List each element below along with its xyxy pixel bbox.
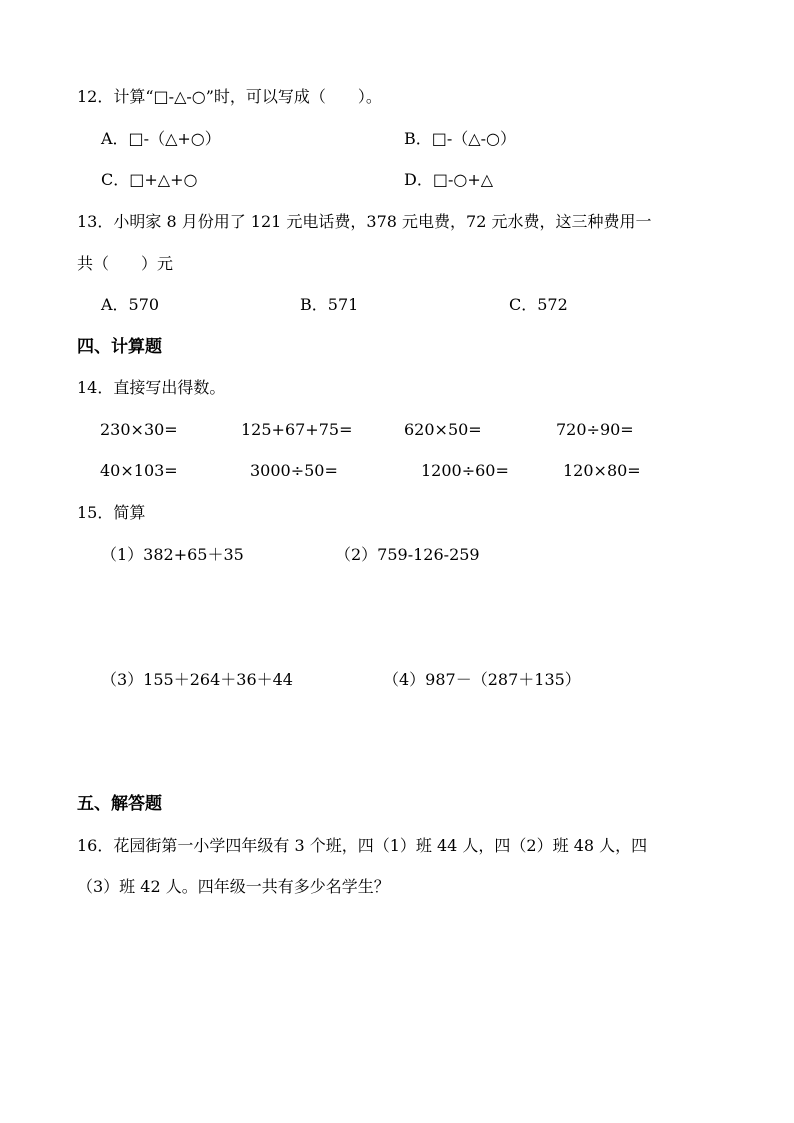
q12-option-b: B．□-（△-○） (404, 129, 516, 148)
q15-item-1: （1）382+65＋35 (101, 545, 244, 564)
q13-option-c: C．572 (509, 295, 568, 314)
q14-stem: 14．直接写出得数。 (77, 378, 226, 397)
section5-heading: 五、解答题 (77, 794, 162, 814)
q13-option-b: B．571 (300, 295, 359, 314)
q15-stem: 15．简算 (77, 503, 146, 522)
q15-item-2: （2）759-126-259 (335, 545, 480, 564)
q12-option-a: A．□-（△+○） (101, 129, 221, 148)
q13-stem-line2: 共（ ）元 (77, 254, 174, 273)
q14-problem: 720÷90= (556, 420, 634, 439)
q14-problem: 40×103= (100, 461, 178, 480)
q14-problem: 120×80= (563, 461, 641, 480)
section4-heading: 四、计算题 (77, 337, 162, 357)
q14-problem: 1200÷60= (421, 461, 509, 480)
q14-problem: 125+67+75= (241, 420, 353, 439)
q12-option-c: C．□+△+○ (101, 170, 198, 189)
q14-problem: 620×50= (404, 420, 482, 439)
q13-option-a: A．570 (101, 295, 160, 314)
q13-stem-line1: 13．小明家 8 月份用了 121 元电话费，378 元电费，72 元水费，这三种费用一 (77, 212, 652, 231)
q16-line2: （3）班 42 人。四年级一共有多少名学生？ (77, 877, 390, 896)
q14-problem: 230×30= (100, 420, 178, 439)
q15-item-3: （3）155＋264＋36＋44 (101, 670, 293, 689)
q12-option-d: D．□-○+△ (404, 170, 494, 189)
q16-line1: 16．花园街第一小学四年级有 3 个班，四（1）班 44 人，四（2）班 48 人，四 (77, 836, 648, 855)
q12-stem: 12．计算“□-△-○”时，可以写成（ ）。 (77, 87, 382, 106)
q15-item-4: （4）987－（287＋135） (383, 670, 581, 689)
q14-problem: 3000÷50= (250, 461, 338, 480)
